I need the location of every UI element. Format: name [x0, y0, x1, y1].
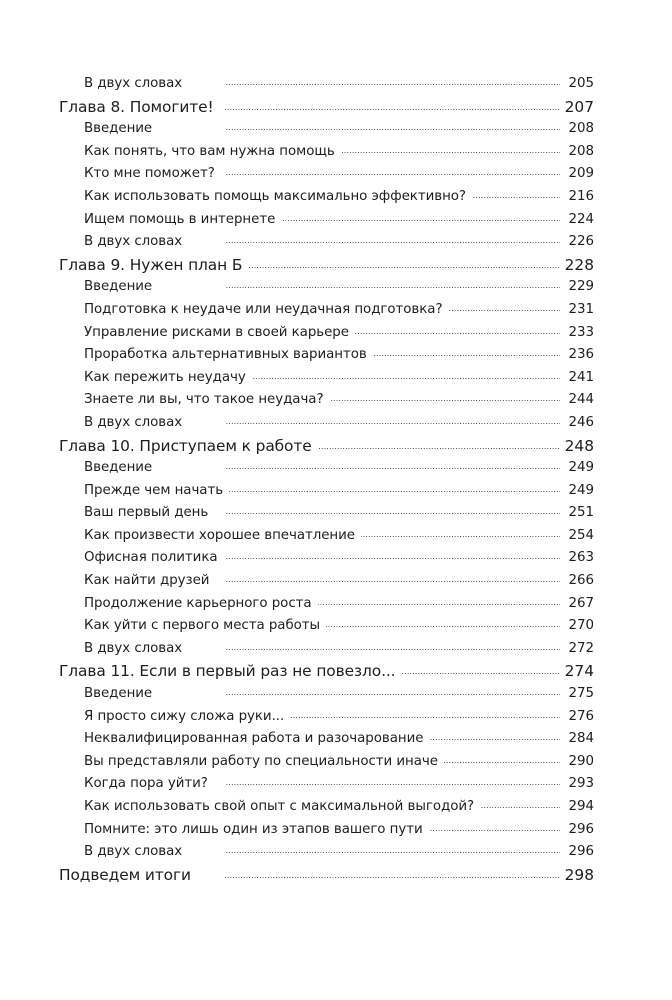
- toc-section-entry: [59, 751, 594, 774]
- toc-section-entry: [59, 525, 594, 548]
- toc-page-number: 293: [568, 776, 594, 792]
- toc-entry-title: Я просто сижу сложа руки...: [84, 708, 285, 724]
- toc-entry-title: Введение: [84, 460, 153, 476]
- dot-leader: [188, 74, 560, 87]
- dot-leader: [188, 413, 560, 426]
- toc-section-entry: [59, 841, 594, 864]
- toc-page-number: 272: [568, 640, 594, 656]
- toc-page-number: 263: [568, 550, 594, 566]
- toc-entry-title: Введение: [84, 279, 153, 295]
- toc-entry-title: Как уйти с первого места работы: [84, 618, 321, 634]
- toc-page-number: 266: [568, 573, 594, 589]
- toc-page-number: 290: [568, 753, 594, 769]
- dot-leader: [341, 141, 560, 154]
- toc-entry-title: Как пережить неудачу: [84, 369, 246, 385]
- toc-page-number: 233: [568, 324, 594, 340]
- toc-page-number: 270: [568, 618, 594, 634]
- table-of-contents: [59, 73, 594, 886]
- toc-page-number: 226: [568, 234, 594, 250]
- toc-page-number: 248: [564, 436, 594, 455]
- toc-entry-title: Глава 11. Если в первый раз не повезло...: [59, 662, 396, 681]
- toc-section-entry: [59, 118, 594, 141]
- toc-entry-title: Управление рисками в своей карьере: [84, 324, 349, 340]
- dot-leader: [330, 390, 560, 403]
- dot-leader: [158, 119, 560, 132]
- toc-entry-title: Подведем итоги: [59, 865, 191, 884]
- toc-page-number: 208: [568, 143, 594, 159]
- dot-leader: [248, 254, 558, 269]
- toc-section-entry: [59, 773, 594, 796]
- dot-leader: [373, 345, 560, 358]
- dot-leader: [221, 164, 560, 177]
- toc-page-number: 208: [568, 121, 594, 137]
- toc-page-number: 228: [564, 255, 594, 274]
- toc-entry-title: В двух словах: [84, 76, 183, 91]
- toc-entry-title: В двух словах: [84, 234, 183, 250]
- toc-page-number: 231: [568, 301, 594, 317]
- toc-section-entry: [59, 502, 594, 525]
- dot-leader: [220, 96, 559, 111]
- toc-page-number: 254: [568, 527, 594, 543]
- toc-entry-title: Глава 8. Помогите!: [59, 97, 214, 116]
- dot-leader: [318, 593, 560, 606]
- toc-section-entry: [59, 683, 594, 706]
- dot-leader: [326, 616, 560, 629]
- dot-leader: [429, 729, 560, 742]
- dot-leader: [158, 684, 560, 697]
- toc-page-number: 294: [568, 799, 594, 814]
- dot-leader: [215, 571, 560, 584]
- toc-page-number: 241: [568, 369, 594, 385]
- toc-page-number: 236: [568, 347, 594, 363]
- toc-entry-title: Ищем помощь в интернете: [84, 211, 276, 227]
- toc-page-number: 224: [568, 211, 594, 227]
- toc-entry-title: Кто мне поможет?: [84, 166, 215, 182]
- toc-page-number: 274: [564, 662, 594, 681]
- toc-page-number: 246: [568, 414, 594, 430]
- dot-leader: [401, 661, 558, 676]
- toc-page-number: 296: [568, 821, 594, 837]
- toc-section-entry: [59, 73, 594, 96]
- toc-page-number: 284: [568, 731, 594, 747]
- toc-page-number: 298: [564, 865, 594, 884]
- toc-section-entry: [59, 231, 594, 254]
- toc-section-entry: [59, 322, 594, 345]
- toc-page-number: 207: [564, 97, 594, 116]
- toc-entry-title: Глава 9. Нужен план Б: [59, 255, 243, 274]
- dot-leader: [472, 187, 560, 200]
- dot-leader: [449, 300, 560, 313]
- toc-entry-title: Прежде чем начать: [84, 482, 224, 498]
- toc-entry-title: Ваш первый день: [84, 505, 209, 521]
- toc-entry-title: Введение: [84, 121, 153, 137]
- toc-entry-title: Знаете ли вы, что такое неудача?: [84, 392, 324, 408]
- toc-section-entry: [59, 819, 594, 842]
- toc-page-number: 209: [568, 166, 594, 182]
- toc-entry-title: Как найти друзей: [84, 573, 210, 589]
- toc-section-entry: [59, 209, 594, 232]
- toc-entry-title: Продолжение карьерного роста: [84, 595, 312, 611]
- toc-page-number: 244: [568, 392, 594, 408]
- dot-leader: [252, 367, 560, 380]
- toc-entry-title: Как использовать свой опыт с максимальной выгодой?: [84, 799, 475, 814]
- dot-leader: [429, 819, 560, 832]
- toc-section-entry: [59, 547, 594, 570]
- dot-leader: [188, 842, 560, 855]
- dot-leader: [318, 435, 559, 450]
- dot-leader: [361, 525, 560, 538]
- toc-section-entry: [59, 615, 594, 638]
- toc-entry-title: В двух словах: [84, 414, 183, 430]
- dot-leader: [214, 774, 560, 787]
- toc-page-number: 267: [568, 595, 594, 611]
- dot-leader: [281, 209, 560, 222]
- toc-entry-title: Как произвести хорошее впечатление: [84, 527, 355, 543]
- toc-section-entry: [59, 389, 594, 412]
- dot-leader: [197, 864, 559, 879]
- toc-section-entry: [59, 480, 594, 503]
- toc-entry-title: В двух словах: [84, 844, 183, 860]
- toc-entry-title: Помните: это лишь один из этапов вашего пути: [84, 821, 423, 837]
- toc-section-entry: [59, 457, 594, 480]
- toc-page-number: 205: [568, 76, 594, 91]
- toc-section-entry: [59, 728, 594, 751]
- dot-leader: [188, 232, 560, 245]
- toc-entry-title: Проработка альтернативных вариантов: [84, 347, 367, 363]
- toc-entry-title: Вы представляли работу по специальности иначе: [84, 753, 438, 769]
- toc-section-entry: [59, 276, 594, 299]
- toc-section-entry: [59, 412, 594, 435]
- toc-chapter-entry: [59, 435, 594, 458]
- toc-entry-title: Офисная политика: [84, 550, 218, 566]
- toc-entry-title: Подготовка к неудаче или неудачная подготовка?: [84, 301, 443, 317]
- toc-section-entry: [59, 299, 594, 322]
- dot-leader: [290, 706, 560, 719]
- toc-section-entry: [59, 186, 594, 209]
- toc-section-entry: [59, 344, 594, 367]
- toc-chapter-entry: [59, 254, 594, 277]
- toc-chapter-entry: [59, 864, 594, 887]
- toc-entry-title: Как понять, что вам нужна помощь: [84, 143, 335, 159]
- toc-section-entry: [59, 593, 594, 616]
- toc-chapter-entry: [59, 660, 594, 683]
- toc-section-entry: [59, 141, 594, 164]
- toc-section-entry: [59, 163, 594, 186]
- toc-section-entry: [59, 570, 594, 593]
- dot-leader: [480, 797, 560, 810]
- dot-leader: [229, 480, 560, 493]
- toc-page-number: 249: [568, 460, 594, 476]
- toc-page-number: 249: [568, 482, 594, 498]
- dot-leader: [224, 548, 560, 561]
- dot-leader: [214, 503, 560, 516]
- toc-entry-title: Глава 10. Приступаем к работе: [59, 436, 312, 455]
- toc-page-number: 276: [568, 708, 594, 724]
- toc-page-number: 251: [568, 505, 594, 521]
- dot-leader: [158, 277, 560, 290]
- toc-section-entry: [59, 367, 594, 390]
- toc-page-number: 296: [568, 844, 594, 860]
- toc-section-entry: [59, 796, 594, 819]
- toc-section-entry: [59, 638, 594, 661]
- toc-entry-title: Неквалифицированная работа и разочарование: [84, 731, 424, 747]
- dot-leader: [158, 458, 560, 471]
- toc-chapter-entry: [59, 96, 594, 119]
- toc-entry-title: Как использовать помощь максимально эффективно?: [84, 188, 466, 204]
- toc-entry-title: В двух словах: [84, 640, 183, 656]
- dot-leader: [355, 322, 560, 335]
- toc-page-number: 275: [568, 686, 594, 702]
- toc-section-entry: [59, 706, 594, 729]
- toc-page-number: 216: [568, 188, 594, 204]
- toc-entry-title: Когда пора уйти?: [84, 776, 208, 792]
- dot-leader: [188, 638, 560, 651]
- toc-entry-title: Введение: [84, 686, 153, 702]
- dot-leader: [444, 751, 560, 764]
- toc-page-number: 229: [568, 279, 594, 295]
